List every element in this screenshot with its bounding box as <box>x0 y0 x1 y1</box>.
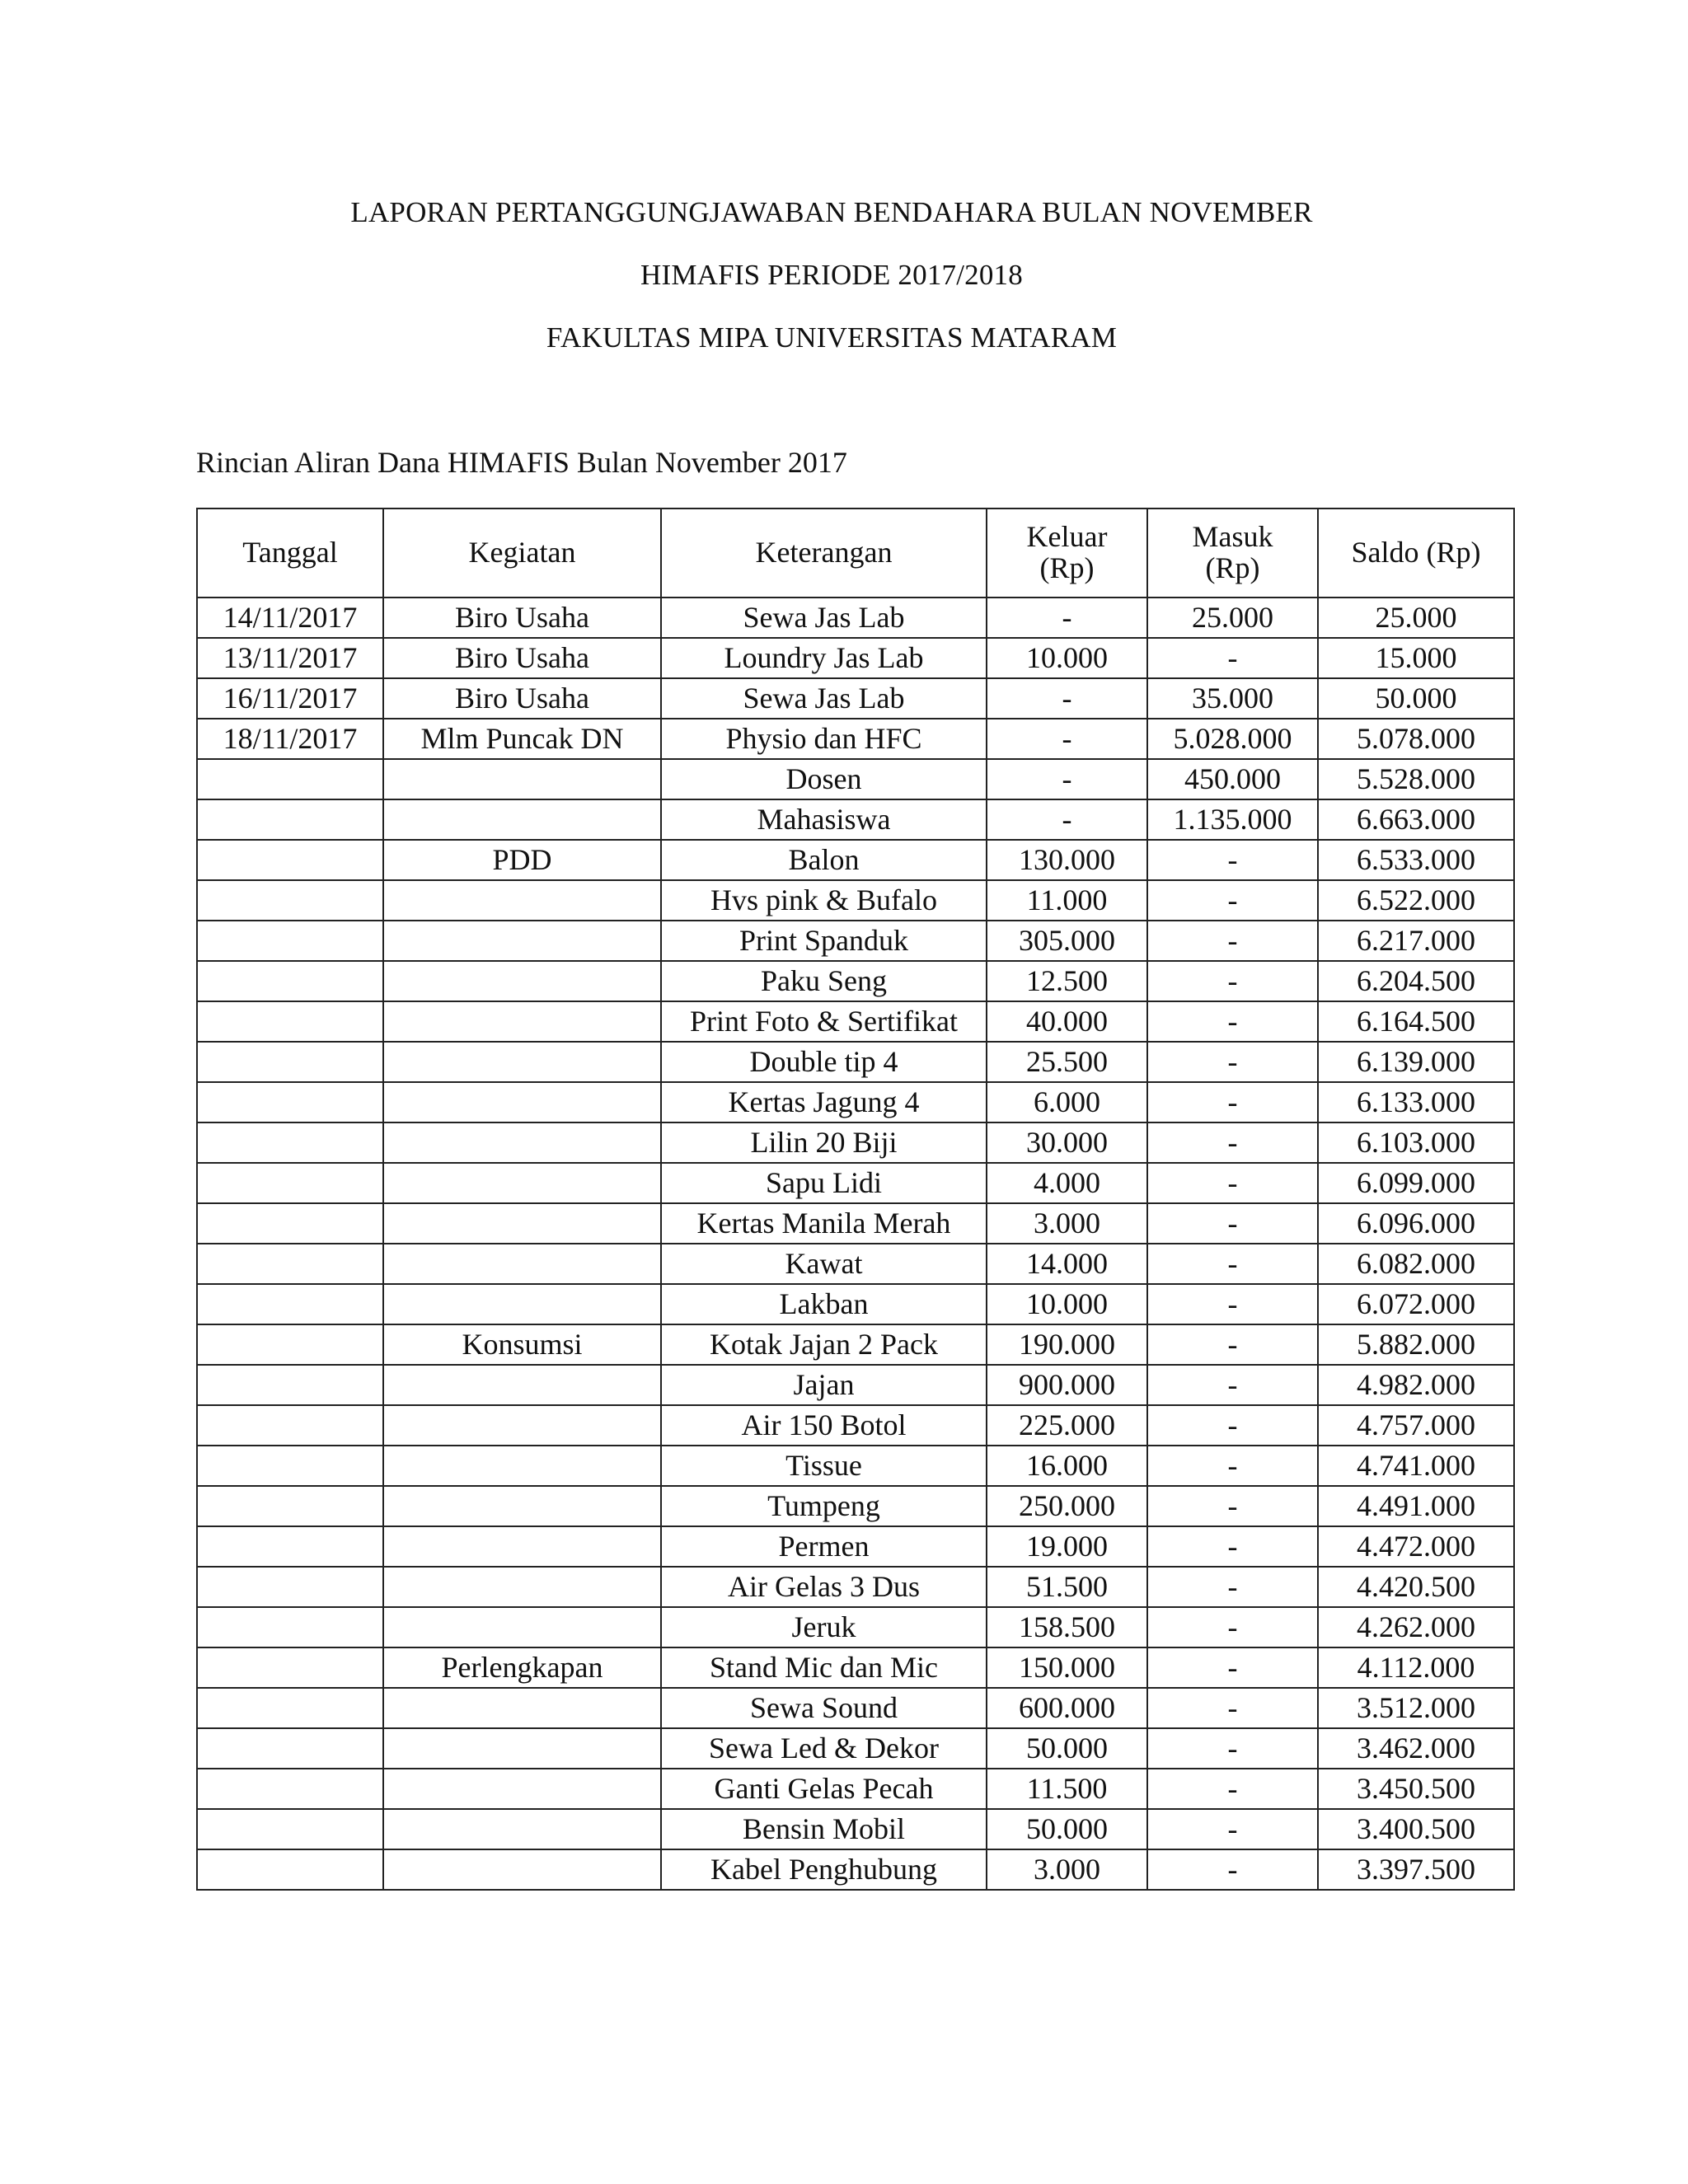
cell-income: - <box>1147 1042 1318 1082</box>
cell-activity: Mlm Puncak DN <box>383 719 661 759</box>
cell-date <box>197 1526 383 1567</box>
table-row <box>197 1244 1514 1284</box>
cell-date <box>197 880 383 921</box>
cell-expense: 900.000 <box>987 1365 1147 1405</box>
cell-activity <box>383 1446 661 1486</box>
cell-income: - <box>1147 1728 1318 1769</box>
cell-activity <box>383 759 661 799</box>
cell-expense: 19.000 <box>987 1526 1147 1567</box>
cell-date: 14/11/2017 <box>197 598 383 638</box>
table-row <box>197 1082 1514 1122</box>
cell-balance: 4.472.000 <box>1318 1526 1514 1567</box>
cell-description: Jajan <box>661 1365 987 1405</box>
table-row <box>197 1647 1514 1688</box>
table-row <box>197 678 1514 719</box>
cell-date <box>197 1365 383 1405</box>
cell-description: Tissue <box>661 1446 987 1486</box>
cell-description: Loundry Jas Lab <box>661 638 987 678</box>
cell-activity <box>383 961 661 1001</box>
cell-activity: Konsumsi <box>383 1324 661 1365</box>
cell-date: 18/11/2017 <box>197 719 383 759</box>
cell-income: - <box>1147 1688 1318 1728</box>
cell-activity <box>383 1728 661 1769</box>
cell-expense: 225.000 <box>987 1405 1147 1446</box>
cell-description: Mahasiswa <box>661 799 987 840</box>
cell-expense: 3.000 <box>987 1203 1147 1244</box>
header-expense: Keluar (Rp) <box>987 509 1147 598</box>
report-title-line-1: LAPORAN PERTANGGUNGJAWABAN BENDAHARA BULAN NOVEMBER <box>350 196 1313 228</box>
cell-activity <box>383 1405 661 1446</box>
table-row <box>197 1324 1514 1365</box>
cell-income: - <box>1147 1001 1318 1042</box>
cell-description: Kotak Jajan 2 Pack <box>661 1324 987 1365</box>
cell-description: Print Foto & Sertifikat <box>661 1001 987 1042</box>
cell-balance: 4.420.500 <box>1318 1567 1514 1607</box>
cell-activity <box>383 1203 661 1244</box>
cell-income: 1.135.000 <box>1147 799 1318 840</box>
cell-date <box>197 1082 383 1122</box>
cell-description: Bensin Mobil <box>661 1809 987 1849</box>
cell-date <box>197 1647 383 1688</box>
table-row <box>197 1688 1514 1728</box>
cell-activity: Perlengkapan <box>383 1647 661 1688</box>
cell-activity <box>383 1163 661 1203</box>
cell-expense: 40.000 <box>987 1001 1147 1042</box>
cell-date <box>197 840 383 880</box>
table-row <box>197 598 1514 638</box>
cell-balance: 6.522.000 <box>1318 880 1514 921</box>
cell-date <box>197 1849 383 1890</box>
cell-balance: 6.139.000 <box>1318 1042 1514 1082</box>
cell-balance: 6.663.000 <box>1318 799 1514 840</box>
cell-activity <box>383 1001 661 1042</box>
table-row <box>197 880 1514 921</box>
cell-description: Kertas Manila Merah <box>661 1203 987 1244</box>
cell-income: 450.000 <box>1147 759 1318 799</box>
cell-balance: 6.533.000 <box>1318 840 1514 880</box>
cell-balance: 3.397.500 <box>1318 1849 1514 1890</box>
cell-activity <box>383 1486 661 1526</box>
cell-description: Kertas Jagung 4 <box>661 1082 987 1122</box>
cell-income: - <box>1147 638 1318 678</box>
cell-description: Lilin 20 Biji <box>661 1122 987 1163</box>
table-row <box>197 1486 1514 1526</box>
cell-expense: - <box>987 799 1147 840</box>
cell-date <box>197 1446 383 1486</box>
cell-income: - <box>1147 1163 1318 1203</box>
cell-income: - <box>1147 1122 1318 1163</box>
table-row <box>197 1728 1514 1769</box>
table-row <box>197 1284 1514 1324</box>
cell-income: - <box>1147 1244 1318 1284</box>
report-title-line-2: HIMAFIS PERIODE 2017/2018 <box>640 259 1023 291</box>
cell-description: Permen <box>661 1526 987 1567</box>
cell-income: - <box>1147 1769 1318 1809</box>
table-row <box>197 1001 1514 1042</box>
cell-date <box>197 799 383 840</box>
table-row <box>197 1405 1514 1446</box>
cell-activity <box>383 1122 661 1163</box>
cell-description: Print Spanduk <box>661 921 987 961</box>
cell-balance: 4.741.000 <box>1318 1446 1514 1486</box>
table-header-row <box>197 509 1514 598</box>
cell-description: Sewa Sound <box>661 1688 987 1728</box>
cell-description: Tumpeng <box>661 1486 987 1526</box>
cell-activity <box>383 880 661 921</box>
cell-activity <box>383 1769 661 1809</box>
table-row <box>197 1607 1514 1647</box>
cell-income: - <box>1147 1203 1318 1244</box>
cell-expense: 600.000 <box>987 1688 1147 1728</box>
cell-balance: 5.882.000 <box>1318 1324 1514 1365</box>
cell-description: Lakban <box>661 1284 987 1324</box>
table-row <box>197 719 1514 759</box>
table-body <box>197 598 1514 1890</box>
cell-expense: - <box>987 759 1147 799</box>
table-row <box>197 961 1514 1001</box>
cell-balance: 4.982.000 <box>1318 1365 1514 1405</box>
cell-expense: 14.000 <box>987 1244 1147 1284</box>
cell-description: Sewa Jas Lab <box>661 598 987 638</box>
header-balance: Saldo (Rp) <box>1318 509 1514 598</box>
cell-date: 16/11/2017 <box>197 678 383 719</box>
cell-income: 5.028.000 <box>1147 719 1318 759</box>
cell-balance: 6.082.000 <box>1318 1244 1514 1284</box>
cell-expense: - <box>987 678 1147 719</box>
cell-balance: 6.103.000 <box>1318 1122 1514 1163</box>
cell-date <box>197 1405 383 1446</box>
cell-date <box>197 1688 383 1728</box>
table-row <box>197 1122 1514 1163</box>
cell-balance: 3.400.500 <box>1318 1809 1514 1849</box>
cell-income: - <box>1147 880 1318 921</box>
cell-description: Hvs pink & Bufalo <box>661 880 987 921</box>
cell-expense: 250.000 <box>987 1486 1147 1526</box>
cell-expense: 4.000 <box>987 1163 1147 1203</box>
cell-activity: Biro Usaha <box>383 678 661 719</box>
cell-activity: Biro Usaha <box>383 598 661 638</box>
table-row <box>197 1163 1514 1203</box>
cell-expense: 10.000 <box>987 1284 1147 1324</box>
section-title: Rincian Aliran Dana HIMAFIS Bulan November 2017 <box>196 446 847 479</box>
cell-income: - <box>1147 1849 1318 1890</box>
cell-description: Dosen <box>661 759 987 799</box>
cell-description: Jeruk <box>661 1607 987 1647</box>
cell-balance: 6.096.000 <box>1318 1203 1514 1244</box>
cell-income: - <box>1147 961 1318 1001</box>
cell-income: - <box>1147 1405 1318 1446</box>
table-row <box>197 1446 1514 1486</box>
cell-balance: 6.072.000 <box>1318 1284 1514 1324</box>
cell-date <box>197 1284 383 1324</box>
cell-date <box>197 1163 383 1203</box>
cell-description: Balon <box>661 840 987 880</box>
cell-activity <box>383 1809 661 1849</box>
cell-description: Physio dan HFC <box>661 719 987 759</box>
table-row <box>197 1526 1514 1567</box>
cell-income: - <box>1147 1486 1318 1526</box>
cell-expense: 305.000 <box>987 921 1147 961</box>
header-income: Masuk (Rp) <box>1147 509 1318 598</box>
table-row <box>197 799 1514 840</box>
cell-date <box>197 1324 383 1365</box>
cell-balance: 4.757.000 <box>1318 1405 1514 1446</box>
cell-expense: 10.000 <box>987 638 1147 678</box>
cell-description: Sapu Lidi <box>661 1163 987 1203</box>
cell-balance: 6.099.000 <box>1318 1163 1514 1203</box>
table-row <box>197 1809 1514 1849</box>
header-description: Keterangan <box>661 509 987 598</box>
cell-balance: 5.078.000 <box>1318 719 1514 759</box>
cell-income: - <box>1147 1365 1318 1405</box>
cell-expense: - <box>987 719 1147 759</box>
cell-balance: 15.000 <box>1318 638 1514 678</box>
cell-expense: 158.500 <box>987 1607 1147 1647</box>
cell-expense: 51.500 <box>987 1567 1147 1607</box>
cell-date <box>197 961 383 1001</box>
cell-activity: Biro Usaha <box>383 638 661 678</box>
cell-description: Stand Mic dan Mic <box>661 1647 987 1688</box>
cell-expense: 30.000 <box>987 1122 1147 1163</box>
cell-activity <box>383 799 661 840</box>
cell-balance: 50.000 <box>1318 678 1514 719</box>
cell-activity <box>383 1849 661 1890</box>
header-date: Tanggal <box>197 509 383 598</box>
cell-description: Paku Seng <box>661 961 987 1001</box>
cell-balance: 6.164.500 <box>1318 1001 1514 1042</box>
cell-balance: 4.491.000 <box>1318 1486 1514 1526</box>
header-activity: Kegiatan <box>383 509 661 598</box>
cell-expense: 25.500 <box>987 1042 1147 1082</box>
table-row <box>197 1567 1514 1607</box>
cell-income: - <box>1147 1446 1318 1486</box>
cell-date <box>197 1042 383 1082</box>
cell-date <box>197 1769 383 1809</box>
table-row <box>197 1365 1514 1405</box>
cell-balance: 4.112.000 <box>1318 1647 1514 1688</box>
table-row <box>197 638 1514 678</box>
cell-income: - <box>1147 921 1318 961</box>
cell-income: - <box>1147 1526 1318 1567</box>
table-row <box>197 1849 1514 1890</box>
cell-activity <box>383 1244 661 1284</box>
cell-date <box>197 921 383 961</box>
cell-activity <box>383 1688 661 1728</box>
fund-flow-table <box>196 508 1515 1891</box>
cell-income: - <box>1147 1324 1318 1365</box>
cell-balance: 3.512.000 <box>1318 1688 1514 1728</box>
cell-expense: 6.000 <box>987 1082 1147 1122</box>
table-row <box>197 840 1514 880</box>
cell-income: - <box>1147 840 1318 880</box>
cell-expense: 16.000 <box>987 1446 1147 1486</box>
table-row <box>197 1042 1514 1082</box>
cell-balance: 3.450.500 <box>1318 1769 1514 1809</box>
cell-date <box>197 1244 383 1284</box>
cell-activity <box>383 1284 661 1324</box>
cell-description: Kabel Penghubung <box>661 1849 987 1890</box>
cell-income: - <box>1147 1809 1318 1849</box>
cell-balance: 6.133.000 <box>1318 1082 1514 1122</box>
cell-description: Kawat <box>661 1244 987 1284</box>
cell-date <box>197 1001 383 1042</box>
cell-expense: 50.000 <box>987 1809 1147 1849</box>
cell-date <box>197 1809 383 1849</box>
cell-income: - <box>1147 1567 1318 1607</box>
cell-date <box>197 1203 383 1244</box>
cell-balance: 6.204.500 <box>1318 961 1514 1001</box>
cell-date <box>197 1607 383 1647</box>
cell-balance: 6.217.000 <box>1318 921 1514 961</box>
cell-date <box>197 759 383 799</box>
cell-expense: 150.000 <box>987 1647 1147 1688</box>
cell-date <box>197 1567 383 1607</box>
cell-description: Ganti Gelas Pecah <box>661 1769 987 1809</box>
cell-description: Air 150 Botol <box>661 1405 987 1446</box>
cell-activity: PDD <box>383 840 661 880</box>
cell-activity <box>383 1607 661 1647</box>
cell-date <box>197 1122 383 1163</box>
cell-income: 35.000 <box>1147 678 1318 719</box>
cell-description: Double tip 4 <box>661 1042 987 1082</box>
cell-income: - <box>1147 1284 1318 1324</box>
cell-balance: 4.262.000 <box>1318 1607 1514 1647</box>
table-row <box>197 921 1514 961</box>
cell-income: - <box>1147 1647 1318 1688</box>
cell-activity <box>383 1526 661 1567</box>
cell-income: - <box>1147 1607 1318 1647</box>
cell-expense: - <box>987 598 1147 638</box>
cell-expense: 190.000 <box>987 1324 1147 1365</box>
cell-activity <box>383 921 661 961</box>
cell-date <box>197 1728 383 1769</box>
cell-expense: 11.000 <box>987 880 1147 921</box>
cell-description: Air Gelas 3 Dus <box>661 1567 987 1607</box>
cell-description: Sewa Led & Dekor <box>661 1728 987 1769</box>
cell-expense: 11.500 <box>987 1769 1147 1809</box>
cell-activity <box>383 1082 661 1122</box>
table-row <box>197 759 1514 799</box>
cell-activity <box>383 1365 661 1405</box>
cell-income: - <box>1147 1082 1318 1122</box>
cell-date <box>197 1486 383 1526</box>
cell-income: 25.000 <box>1147 598 1318 638</box>
cell-expense: 12.500 <box>987 961 1147 1001</box>
cell-expense: 50.000 <box>987 1728 1147 1769</box>
cell-activity <box>383 1042 661 1082</box>
table-row <box>197 1203 1514 1244</box>
cell-expense: 130.000 <box>987 840 1147 880</box>
cell-balance: 5.528.000 <box>1318 759 1514 799</box>
report-title-line-3: FAKULTAS MIPA UNIVERSITAS MATARAM <box>546 321 1118 354</box>
cell-balance: 3.462.000 <box>1318 1728 1514 1769</box>
cell-description: Sewa Jas Lab <box>661 678 987 719</box>
cell-balance: 25.000 <box>1318 598 1514 638</box>
cell-activity <box>383 1567 661 1607</box>
table-row <box>197 1769 1514 1809</box>
cell-date: 13/11/2017 <box>197 638 383 678</box>
cell-expense: 3.000 <box>987 1849 1147 1890</box>
